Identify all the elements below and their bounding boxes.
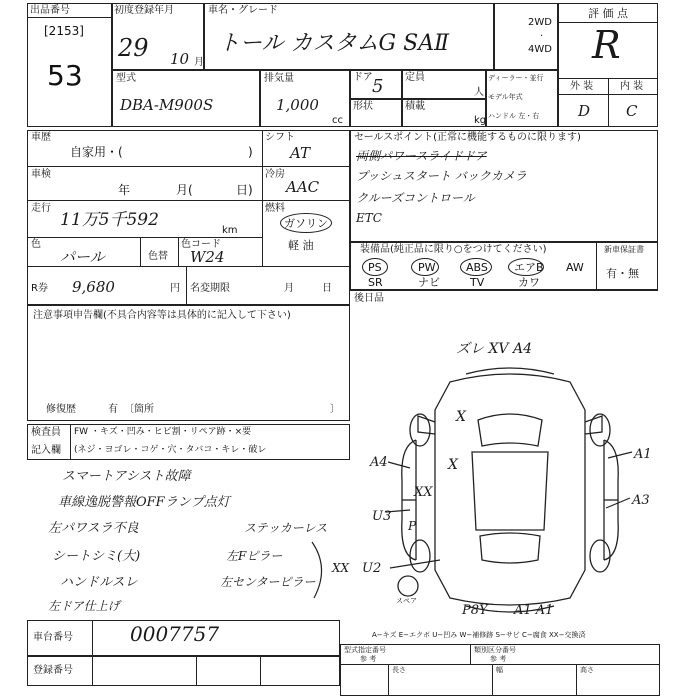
interior-label: 内 装 <box>620 81 644 92</box>
equip-aw: AW <box>566 261 584 274</box>
load-label: 積載 <box>405 101 425 112</box>
rating-value: R <box>592 23 621 67</box>
last-day-label: 後日品 <box>354 293 384 304</box>
lot-code: [2153] <box>44 24 84 38</box>
diagram-mark-bottom: A1 A1 <box>514 603 554 618</box>
diagram-mark-u2-left: U2 <box>362 561 382 576</box>
inspection-year: 年 <box>118 183 131 197</box>
equip-navi: ナビ <box>418 276 440 289</box>
sales-point-2: プッシュスタート バックカメラ <box>356 169 527 183</box>
registration-box <box>27 656 340 686</box>
mileage-value: 11万5千592 <box>60 210 159 230</box>
equip-abs-circle <box>460 258 492 276</box>
recycle-value: 9,680 <box>72 278 115 296</box>
diagram-mark-x-2: X <box>448 457 458 473</box>
note-line-5: ハンドルスレ <box>60 575 138 590</box>
diagram-mark-x-1: X <box>456 409 466 425</box>
equip-pw: PW <box>418 261 436 274</box>
repair-value: 有 <box>108 404 118 415</box>
diagram-mark-a4-left: A4 <box>370 455 388 470</box>
interior-value: C <box>626 102 638 120</box>
capacity-label: 定員 <box>405 72 425 83</box>
first-reg-month-unit: 月 <box>194 57 204 68</box>
exterior-value: D <box>578 102 591 120</box>
drive-4wd: 4WD <box>528 44 552 55</box>
drive-dot: · <box>540 31 544 42</box>
equip-airbag: エアB <box>514 261 544 274</box>
lot-number: 53 <box>47 59 83 92</box>
note-line-6: 左ドア仕上げ <box>48 599 120 613</box>
note-line-2: 車線逸脱警報OFFランプ点灯 <box>58 495 230 510</box>
name-change-month: 月 <box>284 283 294 294</box>
first-reg-year: 29 <box>118 34 149 62</box>
name-change-day: 日 <box>322 283 332 294</box>
name-change-label: 名変期限 <box>190 283 230 294</box>
model-value: DBA-M900S <box>120 96 214 114</box>
inspection-label: 車検 <box>31 169 51 180</box>
note-right-3: 左センターピラー <box>220 575 316 589</box>
reference-label-1: 参 考 <box>360 655 377 663</box>
new-car-label: 新車保証書 <box>604 245 644 254</box>
spare-label: スペア <box>396 597 417 605</box>
drive-2wd: 2WD <box>528 17 552 28</box>
repair-label: 修復歴 <box>46 404 76 415</box>
diagram-mark-p: P <box>408 519 417 533</box>
history-value: 自家用・( <box>70 145 123 159</box>
first-reg-month: 10 <box>170 50 190 68</box>
color-change-label: 色替 <box>148 251 168 262</box>
sales-point-3: クルーズコントロール <box>356 191 475 205</box>
diagram-mark-u3-left: U3 <box>372 509 392 524</box>
history-label: 車歴 <box>31 132 51 143</box>
history-close: ) <box>248 145 253 159</box>
diagram-mark-bottom-left: P8Y <box>462 603 488 618</box>
displacement-value: 1,000 <box>276 96 319 114</box>
inspector-label: 検査員 <box>31 427 61 438</box>
diagram-mark-a3-right: A3 <box>632 493 650 508</box>
equip-abs: ABS <box>466 261 488 274</box>
color-code-label: 色コード <box>181 239 221 250</box>
capacity-unit: 人 <box>474 87 484 98</box>
bracket-mark <box>310 540 332 600</box>
rating-label: 評 価 点 <box>588 7 628 20</box>
inspection-day: 日) <box>236 183 253 197</box>
note-xx: XX <box>332 561 350 575</box>
lot-label: 出品番号 <box>30 5 70 16</box>
dealer-label: ディーラー・並行 <box>488 74 544 82</box>
note-line-4: シートシミ(大) <box>52 549 141 564</box>
recycle-label: R券 <box>31 283 48 294</box>
declaration-label: 注意事項申告欄(不具合内容等は具体的に記入して下さい) <box>33 310 291 321</box>
note-right-1: ステッカーレス <box>244 521 328 535</box>
name-grade-value: トール カスタムG SAⅡ <box>218 31 450 56</box>
drive-box <box>494 3 558 70</box>
displacement-unit: cc <box>332 115 343 126</box>
fuel-selected-circle <box>280 213 332 233</box>
sales-points-box <box>350 130 658 242</box>
note-right-2: 左Fピラー <box>226 549 283 563</box>
repair-parts-close: 〕 <box>330 404 340 415</box>
exterior-label: 外 装 <box>570 81 594 92</box>
fuel-option-diesel: 軽 油 <box>288 239 314 252</box>
inspection-month: 月( <box>176 183 193 197</box>
color-value: パール <box>60 248 105 266</box>
type-designation-label: 型式指定番号 <box>344 646 386 654</box>
diagram-mark-top: ズレ XV A4 <box>456 341 532 357</box>
name-grade-label: 車名・グレード <box>208 5 278 16</box>
shape-label: 形状 <box>353 101 373 112</box>
shift-label: シフト <box>265 132 295 143</box>
registration-label: 登録番号 <box>33 665 73 676</box>
recycle-unit: 円 <box>170 283 180 294</box>
fuel-label: 燃料 <box>265 203 285 214</box>
equip-tv: TV <box>470 276 485 289</box>
sales-points-label: セールスポイント(正常に機能するものに限ります) <box>354 132 581 143</box>
legend-row-1: FW ・キズ・凹み・ヒビ割・リペア跡・×要 <box>74 427 252 437</box>
class-label: 類別区分番号 <box>474 646 516 654</box>
length-label: 長さ <box>392 666 406 674</box>
note-line-1: スマートアシスト故障 <box>62 469 191 484</box>
sales-point-1: 両側パワースライドドア <box>356 149 487 163</box>
color-code-value: W24 <box>190 248 225 266</box>
first-reg-label: 初度登録年月 <box>114 5 174 16</box>
reference-label-2: 参 考 <box>490 655 507 663</box>
note-line-3: 左パワスラ不良 <box>48 521 139 536</box>
new-car-value: 有・無 <box>606 267 639 280</box>
load-unit: kg <box>474 115 487 126</box>
mileage-unit: km <box>222 225 238 236</box>
doors-label: ドア <box>353 72 373 83</box>
damage-legend: A−キズ E−エクボ U−凹み W−補修跡 S−サビ C−腐食 XX−交換済 <box>372 631 586 639</box>
chassis-value: 0007757 <box>130 622 220 646</box>
displacement-label: 排気量 <box>264 73 294 84</box>
diagram-mark-xx: XX <box>414 485 433 500</box>
equip-leather: カワ <box>518 276 540 289</box>
width-label: 幅 <box>496 666 503 674</box>
ac-value: AAC <box>286 178 320 196</box>
model-label: 型式 <box>116 73 136 84</box>
handle-label: ハンドル 左・右 <box>488 112 540 120</box>
equip-pw-circle <box>411 258 439 276</box>
equip-ps: PS <box>368 261 382 274</box>
repair-parts-open: 〔箇所 <box>124 404 154 415</box>
chassis-label: 車台番号 <box>33 632 73 643</box>
equip-sr: SR <box>368 276 383 289</box>
fuel-option-gasoline: ガソリン <box>284 217 328 230</box>
height-label: 高さ <box>580 666 594 674</box>
equipment-label: 装備品(純正品に限り○をつけてください) <box>360 244 547 255</box>
equip-ps-circle <box>362 258 388 276</box>
equip-airbag-circle <box>508 258 544 276</box>
diagram-mark-a1-right: A1 <box>634 447 652 462</box>
doors-value: 5 <box>372 76 384 97</box>
model-year-label: モデル年式 <box>488 93 523 101</box>
legend-row-2: (ネジ・ヨゴレ・コゲ・穴・タバコ・キレ・破レ <box>74 445 267 455</box>
sales-point-4: ETC <box>356 211 382 225</box>
shift-value: AT <box>290 144 311 162</box>
mileage-label: 走行 <box>31 203 51 214</box>
entry-label: 記入欄 <box>31 445 61 456</box>
color-label: 色 <box>31 239 41 250</box>
ac-label: 冷房 <box>265 169 285 180</box>
